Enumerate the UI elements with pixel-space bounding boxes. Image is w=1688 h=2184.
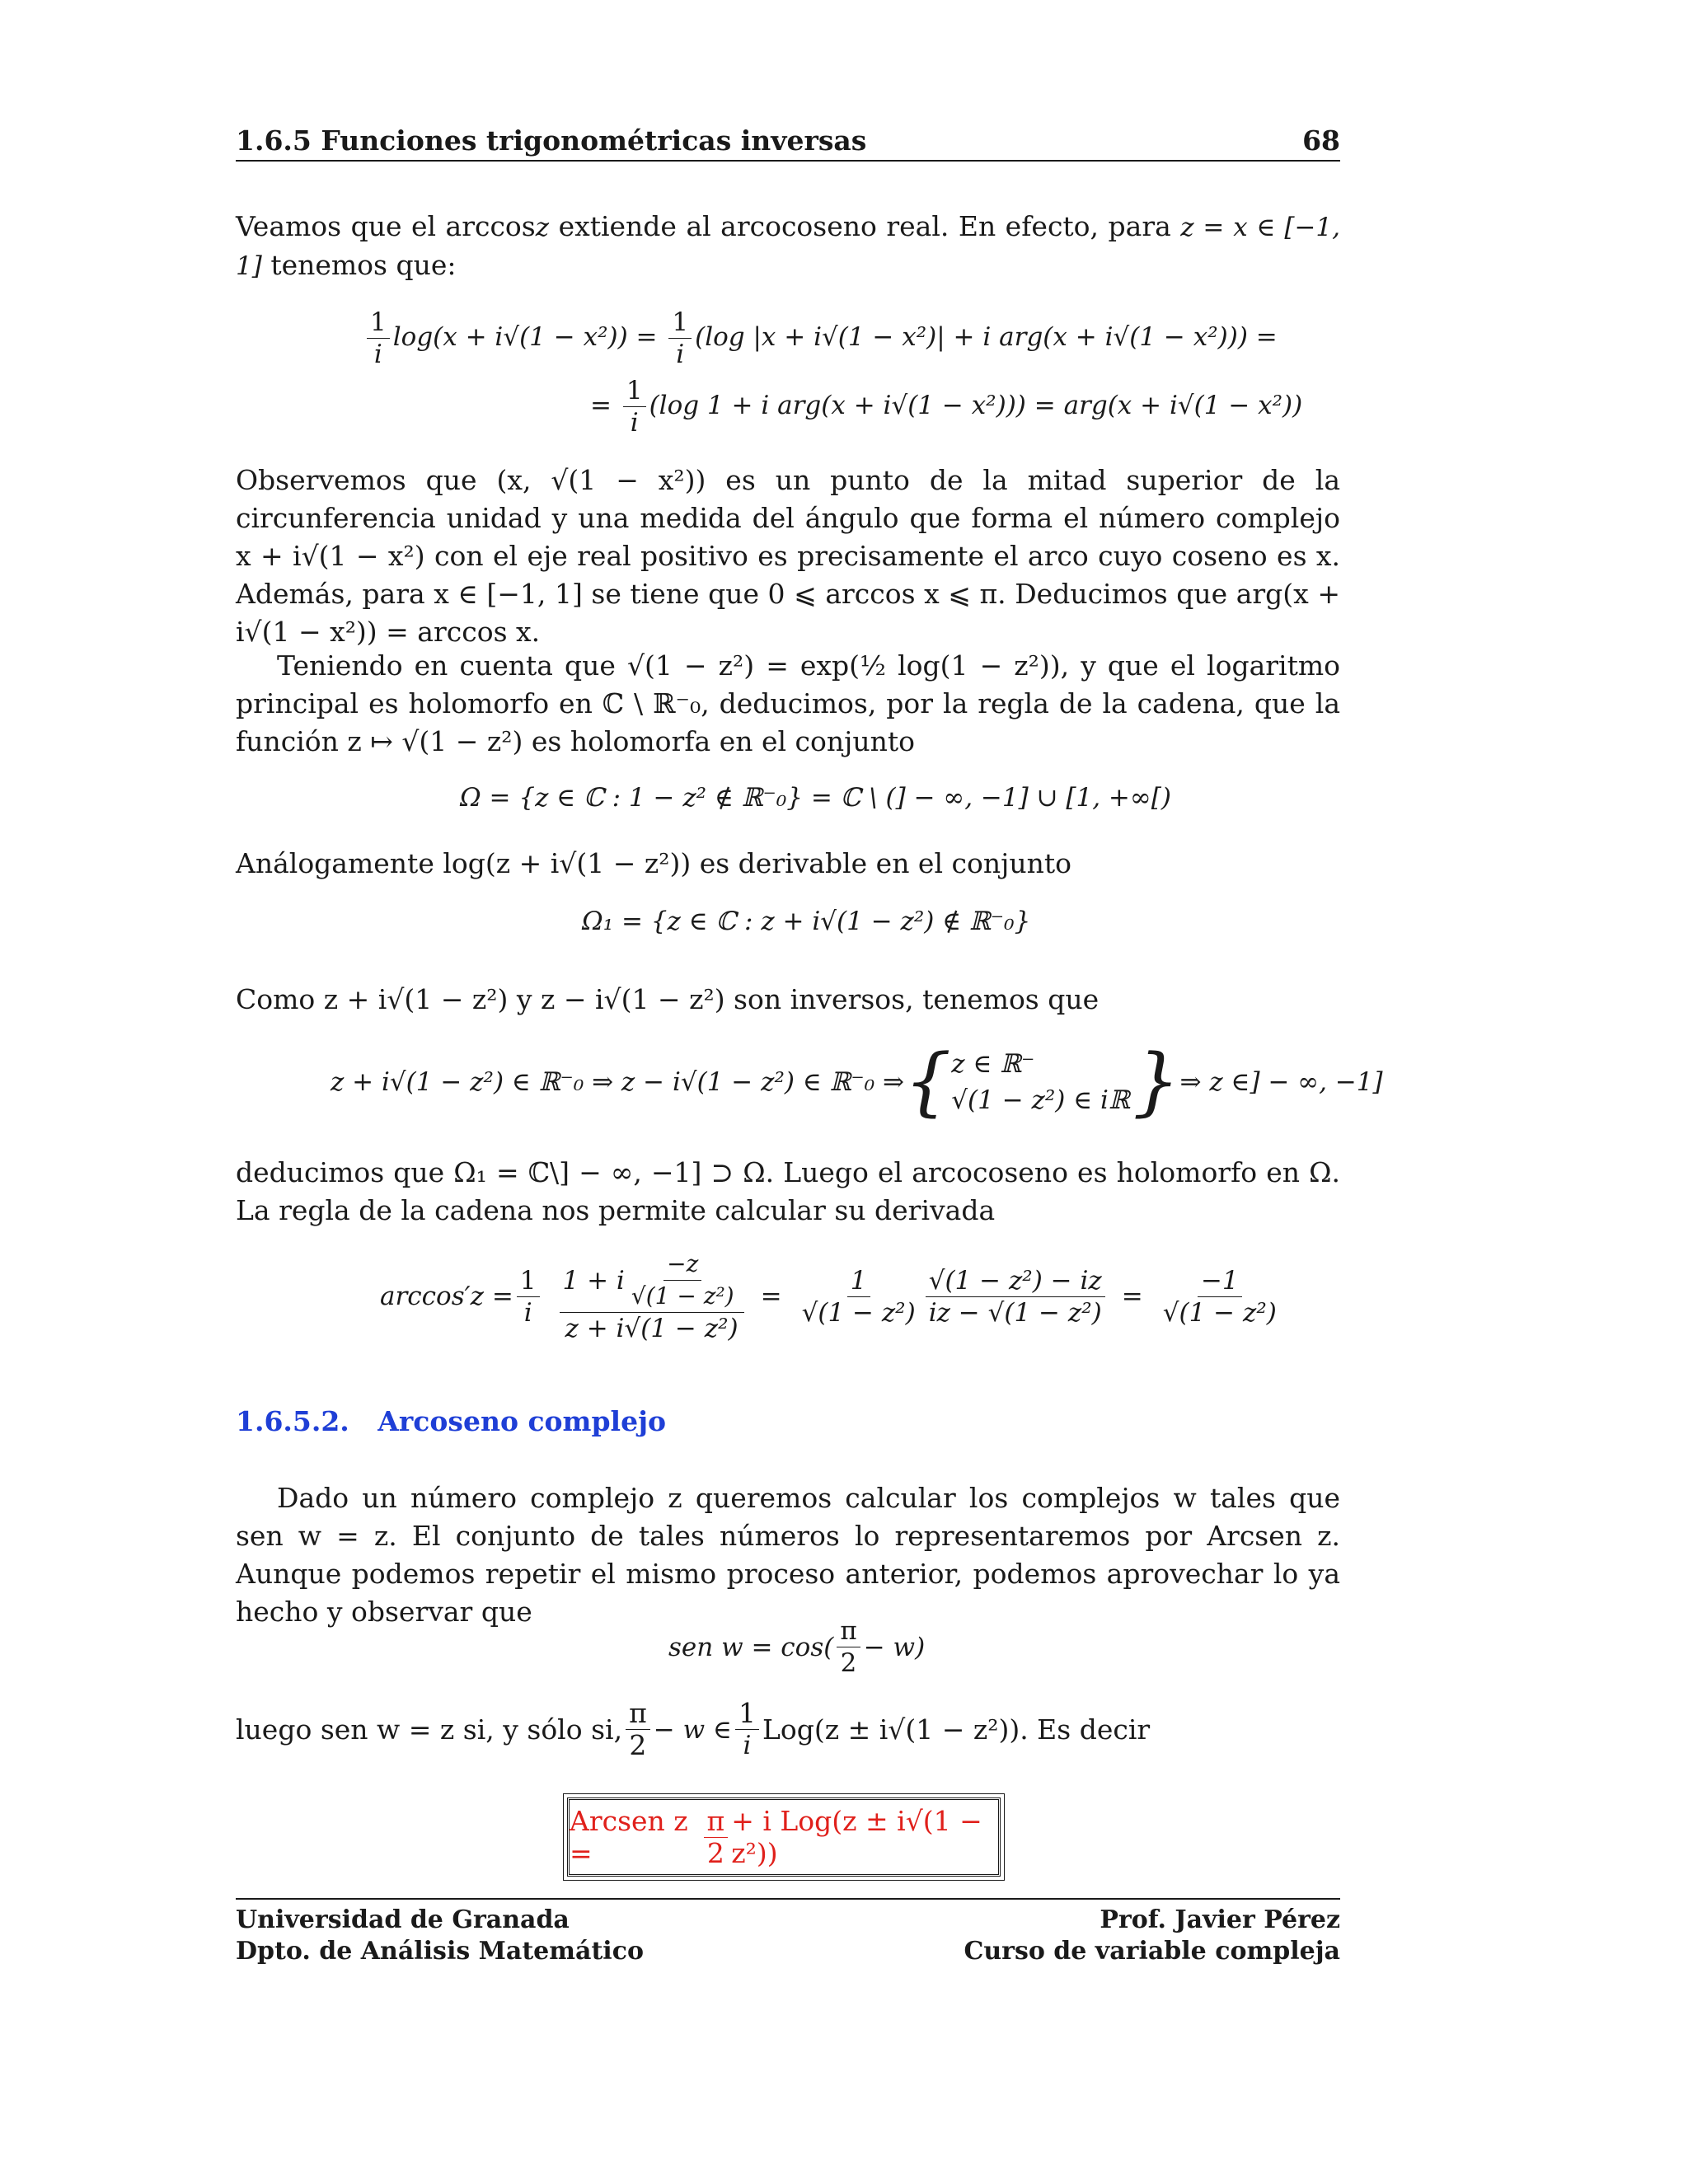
- running-header: [236, 125, 1340, 162]
- equals: =: [760, 1282, 782, 1311]
- text: extiende al arcocoseno real. En efecto, para: [549, 210, 1181, 242]
- paragraph-derivative: deducimos que Ω₁ = ℂ\] − ∞, −1] ⊃ Ω. Luego el arcocoseno es holomorfo en Ω. La regla de la cadena nos permite calcular su derivada: [236, 1156, 1340, 1226]
- footer-left: [236, 1905, 644, 1967]
- footer-course: Curso de variable compleja: [964, 1937, 1340, 1966]
- right-brace: }: [1132, 1038, 1180, 1125]
- math: ⇒ z ∈] − ∞, −1]: [1179, 1067, 1383, 1097]
- text: Log(z ± i√(1 − z²)). Es decir: [762, 1713, 1151, 1746]
- text: tenemos que:: [261, 249, 457, 281]
- paragraph-iff: [236, 1698, 1340, 1761]
- math: − w ∈: [653, 1714, 732, 1745]
- fraction: $\frac{1}{i}$: [735, 1698, 759, 1761]
- math: (log |x + i√(1 − x²)| + i arg(x + i√(1 − x²))) =: [695, 322, 1278, 352]
- running-footer: [236, 1898, 1340, 1966]
- math: =: [590, 391, 620, 420]
- left-brace: {: [904, 1038, 952, 1125]
- fraction: $\frac{\pi}{2}$: [837, 1615, 860, 1679]
- equation-implication: [331, 1038, 1383, 1125]
- text: luego sen w = z si, y sólo si,: [236, 1713, 623, 1746]
- subsection-heading[interactable]: [236, 1405, 666, 1437]
- paragraph-arcsen: Dado un número complejo z queremos calcular los complejos w tales que sen w = z. El conjunto de tales números lo representaremos por Arcsen z. Aunque podemos repetir el mismo proceso anterior, podemos aprovechar lo ya hecho y observar que: [236, 1482, 1340, 1628]
- paragraph-analogously: Análogamente log(z + i√(1 − z²)) es derivable en el conjunto: [236, 847, 1071, 879]
- paragraph-observation: Observemos que (x, √(1 − x²)) es un punto de la mitad superior de la circunferencia unidad y una medida del ángulo que forma el número complejo x + i√(1 − x²) con el eje real positivo es precisamente el arco cuyo coseno es x. Además, para x ∈ [−1, 1] se tiene que 0 ⩽ arccos x ⩽ π. Deducimos que arg(x + i√(1 − x²)) = arccos x.: [236, 464, 1340, 648]
- case-2: √(1 − z²) ∈ iℝ: [951, 1085, 1130, 1115]
- math: arccos′z =: [380, 1282, 513, 1311]
- math: log(x + i√(1 − x²)) =: [392, 322, 666, 352]
- equation-arccos-line2: [590, 375, 1302, 438]
- text: Veamos que el arccos: [236, 210, 536, 242]
- fraction: $\frac{1}{i}$: [623, 375, 646, 438]
- subsection-title: Arcoseno complejo: [377, 1405, 667, 1437]
- math: − w): [863, 1632, 926, 1662]
- footer-author: Prof. Javier Pérez: [1100, 1905, 1340, 1934]
- paragraph-inverses: Como z + i√(1 − z²) y z − i√(1 − z²) son inversos, tenemos que: [236, 983, 1100, 1015]
- fraction: $\frac{1}{i}$: [367, 307, 390, 370]
- paragraph-holomorphic: Teniendo en cuenta que √(1 − z²) = exp(½ log(1 − z²)), y que el logaritmo principal es holomorfo en ℂ \ ℝ⁻₀, deducimos, por la regla de la cadena, que la función z ↦ √(1 − z²) es holomorfa en el conjunto: [236, 649, 1340, 757]
- case-1: z ∈ ℝ⁻: [951, 1049, 1035, 1079]
- footer-department: Dpto. de Análisis Matemático: [236, 1937, 644, 1966]
- paragraph-intro: [236, 208, 1340, 285]
- equals: =: [1121, 1282, 1143, 1311]
- math: Arcsen z =: [570, 1805, 688, 1869]
- math-z: z: [535, 213, 550, 242]
- fraction: $\frac{\pi}{2}$: [626, 1698, 650, 1761]
- footer-right: [964, 1905, 1340, 1967]
- fraction: $\frac{\pi}{2}$: [704, 1806, 729, 1869]
- math: (log 1 + i arg(x + i√(1 − x²))) = arg(x + i√(1 − x²)): [649, 391, 1303, 420]
- subsection-number: 1.6.5.2.: [236, 1405, 349, 1437]
- math: + i Log(z ± i√(1 − z²)): [731, 1805, 982, 1869]
- math-interval: z = x ∈ [−1, 1]: [236, 213, 1340, 281]
- fraction: $\frac{-1}{\text{√(1 − z²)}}$: [1162, 1265, 1277, 1328]
- equation-omega: Ω = {z ∈ ℂ : 1 − z² ∉ ℝ⁻₀} = ℂ \ (] − ∞, −1] ∪ [1, +∞[): [460, 783, 1171, 813]
- equation-sen-cos: [668, 1615, 925, 1679]
- fraction-big: 1 + i $\frac{-z}{\text{√(1 − z²)}}$ z + i√(1 − z²): [560, 1249, 744, 1344]
- fraction: $\frac{\text{√(1 − z²) − iz}}{\text{iz − √(1 − z²)}}$: [926, 1265, 1105, 1329]
- math: sen w = cos(: [668, 1632, 834, 1662]
- cases: [951, 1046, 1132, 1118]
- section-title: 1.6.5 Funciones trigonométricas inversas: [236, 124, 867, 157]
- page-number: 68: [1302, 124, 1340, 157]
- equation-derivative: [380, 1249, 1283, 1344]
- equation-arccos-line1: [363, 307, 1278, 370]
- math: z + i√(1 − z²) ∈ ℝ⁻₀ ⇒ z − i√(1 − z²) ∈ ℝ⁻₀ ⇒: [331, 1067, 905, 1097]
- fraction: $\frac{1}{i}$: [517, 1265, 540, 1329]
- fraction: $\frac{1}{i}$: [668, 307, 692, 370]
- fraction: $\frac{1}{\text{√(1 − z²)}}$: [801, 1265, 916, 1328]
- footer-university: Universidad de Granada: [236, 1905, 570, 1934]
- boxed-formula-arcsen: [567, 1797, 1001, 1877]
- equation-omega1: Ω₁ = {z ∈ ℂ : z + i√(1 − z²) ∉ ℝ⁻₀}: [582, 907, 1031, 936]
